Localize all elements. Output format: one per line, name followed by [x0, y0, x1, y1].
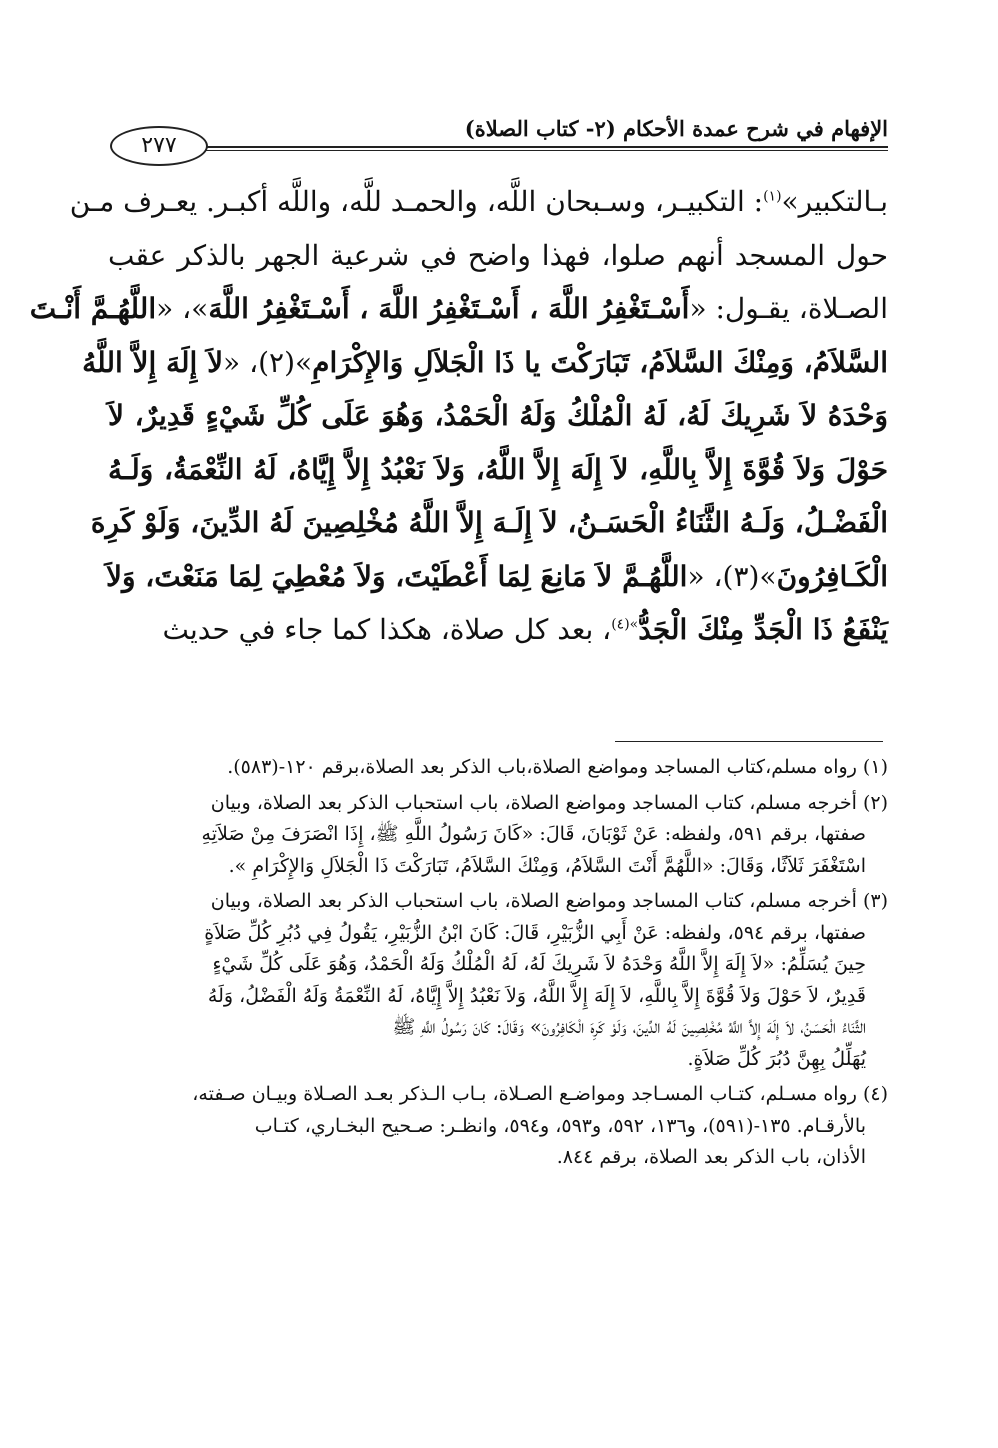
page-number: ٢٧٧: [110, 126, 208, 166]
dhikr-text: وَحْدَهُ لاَ شَرِيكَ لَهُ، لَهُ الْمُلْكُ وَلَهُ الْحَمْدُ، وَهُوَ عَلَى كُلِّ شَيْءٍ قَدِيرٌ، لاَ: [108, 399, 888, 432]
dhikr-text: اللَّهُـمَّ أَنْـتَ: [29, 292, 157, 325]
dhikr-text: السَّلاَمُ، وَمِنْكَ السَّلاَمُ، تَبَارَكْتَ يا ذَا الْجَلاَلِ وَالإِكْرَامِ: [312, 345, 888, 379]
dhikr-text: أَسْـتَغْفِرُ اللَّهَ ، أَسْـتَغْفِرُ اللَّهَ ، أَسْـتَغْفِرُ اللَّهَ: [208, 292, 690, 325]
body-line: بـالتكبير»$^{(١)}$: التكبيـر، وسـبحان اللَّه، والحمـد للَّه، واللَّه أكبـر. يعـرف مـن: [69, 185, 888, 218]
body-line: السَّلاَمُ، وَمِنْكَ السَّلاَمُ، تَبَارَكْتَ يا ذَا الْجَلاَلِ وَالإِكْرَامِ»(٢)، «لاَ إِلَهَ إِلاَّ اللَّهُ: [82, 345, 888, 379]
dhikr-text: يَنْفَعُ ذَا الْجَدِّ مِنْكَ الْجَدُّ: [638, 613, 888, 646]
page-header: [110, 112, 888, 162]
body-text: [29, 175, 888, 657]
dhikr-text: حَوْلَ وَلاَ قُوَّةَ إِلاَّ بِاللَّهِ، لاَ إِلَهَ إِلاَّ اللَّهُ، وَلاَ نَعْبُدُ إِلاَّ إِيَّاهُ، لَهُ النِّعْمَةُ، وَلَـهُ: [108, 452, 888, 486]
body-line: حول المسجد أنهم صلوا، فهذا واضح في شرعية الجهر بالذكر عقب: [108, 238, 888, 272]
body-line: [108, 389, 888, 443]
body-line: [90, 496, 888, 550]
dhikr-text: الْكَـافِرُونَ: [776, 559, 888, 593]
body-line: الصـلاة، يقـول: «أَسْـتَغْفِرُ اللَّهَ ، أَسْـتَغْفِرُ اللَّهَ ، أَسْـتَغْفِرُ اللَّهَ»، «اللَّهُـمَّ أَنْـتَ: [29, 292, 888, 325]
body-line: يَنْفَعُ ذَا الْجَدِّ مِنْكَ الْجَدُّ$^{»(٤)}$، بعد كل صلاة، هكذا كما جاء في حديث: [162, 613, 888, 646]
footnote-ref: »(٤): [611, 616, 639, 633]
dhikr-text: اللَّهُـمَّ لاَ مَانِعَ لِمَا أَعْطَيْتَ، وَلاَ مُعْطِيَ لِمَا مَنَعْتَ، وَلاَ: [105, 559, 688, 593]
footnote-1: (١) رواه مسلم،كتاب المساجد ومواضع الصلاة،باب الذكر بعد الصلاة،برقم ١٢٠-(٥٨٣).: [227, 756, 888, 778]
footnote-separator: [615, 741, 883, 742]
body-line: [108, 443, 888, 497]
footnote-3: (٣) أخرجه مسلم، كتاب المساجد ومواضع الصلاة، باب استحباب الذكر بعد الصلاة، وبيان صفتها، برقم ٥٩٤، ولفظه: عَنْ أَبِي الزُّبَيْرِ، قَالَ: كَانَ ابْنُ الزُّبَيْرِ، يَقُولُ فِي دُبُرِ كُلِّ صَلاَةٍ حِينَ يُسَلِّمُ: «لاَ إِلَهَ إِلاَّ اللَّهُ وَحْدَهُ لاَ شَرِيكَ لَهُ، لَهُ الْمُلْكُ وَلَهُ الْحَمْدُ، وَهُوَ عَلَى كُلِّ شَيْءٍ قَدِيرٌ، لاَ حَوْلَ وَلاَ قُوَّةَ إِلاَّ بِاللَّهِ، لاَ إِلَهَ إِلاَّ اللَّهُ، وَلاَ نَعْبُدُ إِلاَّ إِيَّاهُ، لَهُ النِّعْمَةُ وَلَهُ الْفَضْلُ، وَلَهُ الثَّنَاءُ الْحَسَنُ، لاَ إِلَهَ إِلاَّ اللَّهُ مُخْلِصِينَ لَهُ الدِّينَ، وَلَوْ كَرِهَ الْكَافِرُونَ» وَقَالَ: كَانَ رَسُولُ اللَّهِ ﷺ يُهَلِّلُ بِهِنَّ دُبُرَ كُلِّ صَلاَةٍ.: [204, 890, 888, 1070]
dhikr-text: لاَ إِلَهَ إِلاَّ اللَّهُ: [82, 345, 224, 379]
body-line: الْكَـافِرُونَ»(٣)، «اللَّهُـمَّ لاَ مَانِعَ لِمَا أَعْطَيْتَ، وَلاَ مُعْطِيَ لِمَا مَنَعْتَ، وَلاَ: [105, 559, 888, 593]
footnote-ref: (١): [763, 188, 782, 205]
footnotes: [108, 752, 888, 1178]
footnote-2: (٢) أخرجه مسلم، كتاب المساجد ومواضع الصلاة، باب استحباب الذكر بعد الصلاة، وبيان صفتها، برقم ٥٩١، ولفظه: عَنْ ثَوْبَانَ، قَالَ: «كَانَ رَسُولُ اللَّهِ ﷺ، إِذَا انْصَرَفَ مِنْ صَلاَتِهِ اسْتَغْفَرَ ثَلاَثًا، وَقَالَ: «اللَّهُمَّ أَنْتَ السَّلاَمُ، وَمِنْكَ السَّلاَمُ، تَبَارَكْتَ ذَا الْجَلاَلِ وَالإِكْرَامِ ».: [201, 791, 888, 877]
dhikr-text: الْفَضْـلُ، وَلَـهُ الثَّنَاءُ الْحَسَـنُ، لاَ إِلَـهَ إِلاَّ اللَّهُ مُخْلِصِينَ لَهُ الدِّينَ، وَلَوْ كَرِهَ: [90, 506, 888, 539]
footnote-4: (٤) رواه مسـلم، كتـاب المسـاجد ومواضـع الصـلاة، بـاب الـذكر بعـد الصـلاة وبيـان صـفته، بالأرقـام. ١٣٥-(٥٩١)، و١٣٦، ٥٩٢، و٥٩٣، و٥٩٤، وانظـر: صـحيح البخـاري، كتـاب الأذان، باب الذكر بعد الصلاة، برقم ٨٤٤.: [192, 1083, 888, 1168]
header-rule: [206, 146, 888, 151]
running-title: الإفهام في شرح عمدة الأحكام (٢- كتاب الصلاة): [464, 116, 888, 141]
